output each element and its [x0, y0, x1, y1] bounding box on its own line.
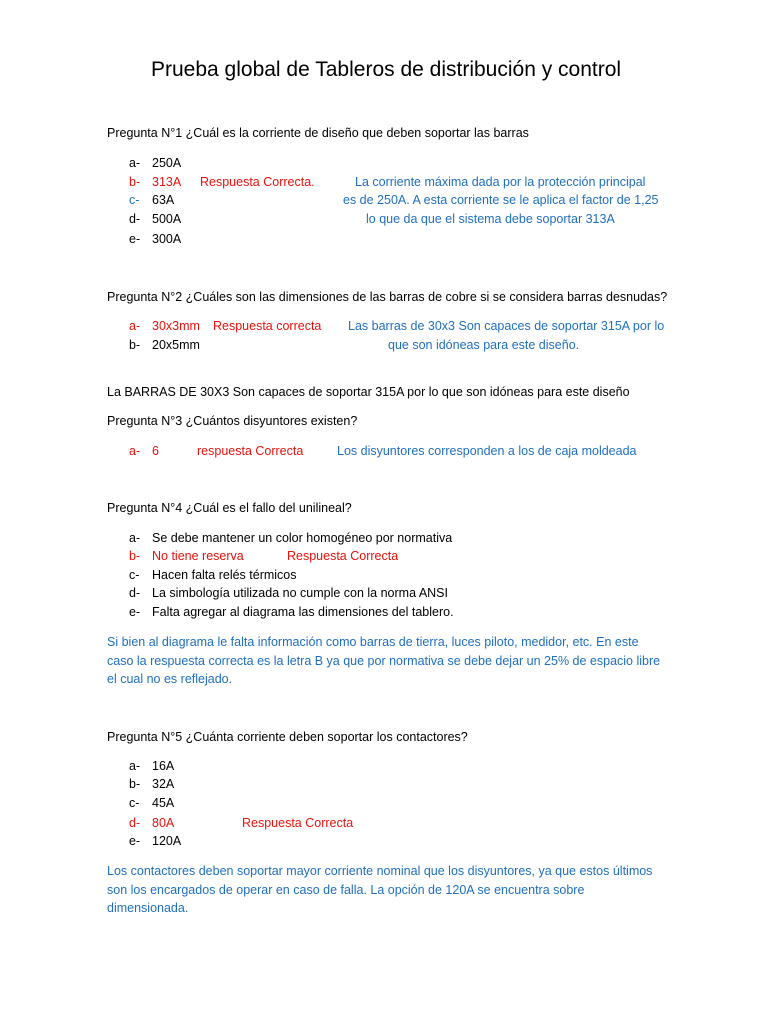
option-letter: b-	[129, 175, 141, 189]
q1-explanation-line-1: La corriente máxima dada por la protección principal	[355, 175, 646, 189]
option-value: 16A	[152, 759, 175, 773]
option-letter: b-	[129, 777, 141, 791]
correct-answer-label: Respuesta correcta	[213, 319, 322, 333]
question-1: Pregunta N°1 ¿Cuál es la corriente de diseño que deben soportar las barras	[107, 126, 529, 140]
option-value: Falta agregar al diagrama las dimensiones del tablero.	[152, 605, 454, 619]
q2-explanation-line-1: Las barras de 30x3 Son capaces de soportar 315A por lo	[348, 319, 665, 333]
option-value: 63A	[152, 193, 175, 207]
option-letter: c-	[129, 796, 140, 810]
question-5: Pregunta N°5 ¿Cuánta corriente deben soportar los contactores?	[107, 730, 468, 744]
correct-answer-label: respuesta Correcta	[197, 444, 304, 458]
page-title: Prueba global de Tableros de distribución y control	[151, 58, 622, 81]
option-letter: e-	[129, 232, 141, 246]
option-value: 20x5mm	[152, 338, 200, 352]
option-value: 45A	[152, 796, 175, 810]
q3-explanation: Los disyuntores corresponden a los de caja moldeada	[337, 444, 637, 458]
option-letter: d-	[129, 212, 141, 226]
option-value: 30x3mm	[152, 319, 200, 333]
q2-note: La BARRAS DE 30X3 Son capaces de soportar 315A por lo que son idóneas para este diseño	[107, 385, 630, 399]
option-letter: b-	[129, 549, 141, 563]
option-letter: d-	[129, 816, 141, 830]
option-letter: d-	[129, 586, 141, 600]
option-value: 300A	[152, 232, 182, 246]
q1-explanation-line-3: lo que da que el sistema debe soportar 313A	[366, 212, 615, 226]
option-letter: a-	[129, 759, 141, 773]
option-letter: e-	[129, 605, 141, 619]
option-letter: a-	[129, 156, 141, 170]
option-letter: c-	[129, 568, 140, 582]
explanation-line: caso la respuesta correcta es la letra B ya que por normativa se debe dejar un 25% de espacio libre	[107, 653, 661, 668]
option-value: 120A	[152, 834, 182, 848]
option-letter: a-	[129, 319, 141, 333]
option-letter: b-	[129, 338, 141, 352]
question-3: Pregunta N°3 ¿Cuántos disyuntores existen?	[107, 414, 358, 428]
explanation-line: dimensionada.	[107, 901, 189, 915]
option-value: No tiene reserva	[152, 549, 244, 563]
q1-explanation-line-2: es de 250A. A esta corriente se le aplica el factor de 1,25	[343, 193, 659, 207]
option-value: 80A	[152, 816, 175, 830]
option-letter: a-	[129, 531, 141, 545]
question-4: Pregunta N°4 ¿Cuál es el fallo del unilineal?	[107, 501, 352, 515]
correct-answer-label: Respuesta Correcta	[242, 816, 354, 830]
option-value: 250A	[152, 156, 182, 170]
q5-explanation	[107, 862, 652, 918]
q4-explanation	[107, 633, 660, 689]
q2-explanation-line-2: que son idóneas para este diseño.	[388, 338, 580, 352]
option-letter: a-	[129, 444, 141, 458]
option-letter: c-	[129, 193, 140, 207]
explanation-line: son los encargados de operar en caso de falla. La opción de 120A se encuentra sobre	[107, 882, 585, 897]
option-letter: e-	[129, 834, 141, 848]
option-value: 32A	[152, 777, 175, 791]
explanation-line: Si bien al diagrama le falta información como barras de tierra, luces piloto, medidor, etc. En este	[107, 635, 639, 649]
option-value: Se debe mantener un color homogéneo por normativa	[152, 531, 453, 545]
option-value: 6	[152, 444, 159, 458]
correct-answer-label: Respuesta Correcta.	[200, 175, 315, 189]
correct-answer-label: Respuesta Correcta	[287, 549, 399, 563]
option-value: 500A	[152, 212, 182, 226]
question-2: Pregunta N°2 ¿Cuáles son las dimensiones de las barras de cobre si se considera barras desnudas?	[107, 290, 668, 304]
explanation-line: el cual no es reflejado.	[107, 672, 233, 686]
option-value: Hacen falta relés térmicos	[152, 568, 297, 582]
explanation-line: Los contactores deben soportar mayor corriente nominal que los disyuntores, ya que estos últimos	[107, 864, 653, 878]
option-value: 313A	[152, 175, 182, 189]
option-value: La simbología utilizada no cumple con la norma ANSI	[152, 586, 448, 600]
